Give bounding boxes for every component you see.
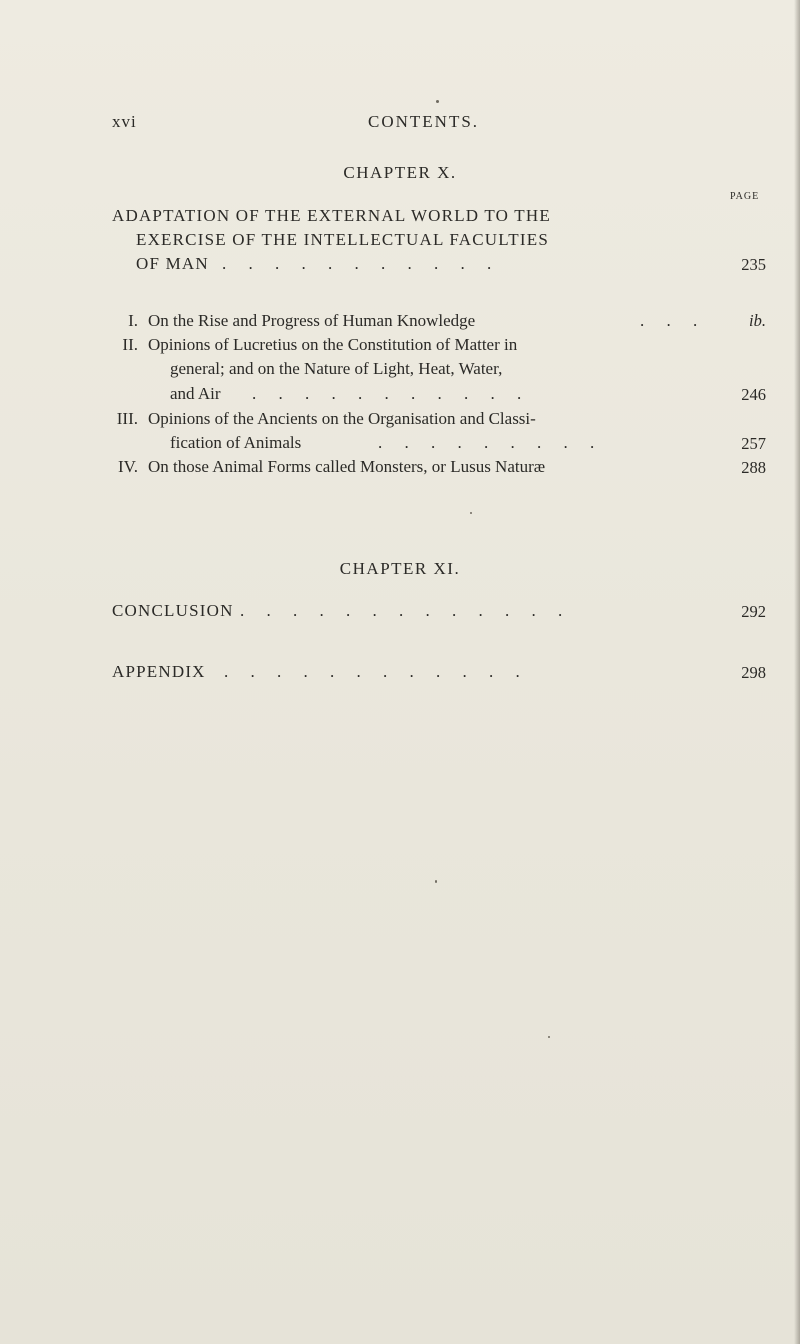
chapter-x-title-line-2: EXERCISE OF THE INTELLECTUAL FACULTIES (136, 230, 549, 249)
chapter-xi-page: 292 (741, 602, 766, 621)
paper-speck (435, 880, 437, 883)
paper-speck (548, 1036, 550, 1038)
dot-leader: . . . . . . . . . . . (222, 254, 501, 273)
paper-speck (470, 512, 472, 514)
dot-leader: . . . . . . . . . . . . . (240, 601, 572, 620)
section-ii-line-1: Opinions of Lucretius on the Constitution of Matter in (148, 335, 518, 354)
dot-leader: . . . . . . . . . . . (252, 384, 531, 403)
section-iii-page: 257 (741, 434, 766, 453)
section-i-numeral: I. (128, 311, 138, 330)
section-i-page: ib. (749, 311, 766, 330)
section-ii-line-3: and Air (170, 384, 221, 403)
dot-leader: . . . . . . . . . . . . (224, 662, 529, 681)
section-ii-line-2: general; and on the Nature of Light, Heat, Water, (170, 359, 503, 378)
chapter-x-title-line-1: ADAPTATION OF THE EXTERNAL WORLD TO THE (112, 206, 551, 225)
page-edge-shadow (794, 0, 800, 1344)
chapter-x-title-page: 235 (741, 255, 766, 274)
section-iv-numeral: IV. (118, 457, 138, 476)
dot-leader: . . . . . . . . . (378, 433, 604, 452)
chapter-x-title-line-3: OF MAN (136, 254, 209, 273)
paper-speck (436, 100, 439, 103)
section-i-line-1: On the Rise and Progress of Human Knowledge (148, 311, 476, 330)
appendix-page: 298 (741, 663, 766, 682)
dot-leader: . . . (640, 311, 707, 330)
section-ii-page: 246 (741, 385, 766, 404)
section-ii-numeral: II. (122, 335, 138, 354)
section-iv-line-1: On those Animal Forms called Monsters, or Lusus Naturæ (148, 457, 546, 476)
section-iv-page: 288 (741, 458, 766, 477)
chapter-xi-heading: CHAPTER XI. (339, 559, 461, 578)
chapter-x-heading: CHAPTER X. (343, 163, 457, 182)
running-head (0, 112, 800, 136)
section-iii-numeral: III. (116, 409, 138, 428)
chapter-xi-title: CONCLUSION (112, 601, 234, 620)
appendix-title: APPENDIX (112, 662, 206, 681)
running-title: CONTENTS. (368, 112, 480, 131)
section-iii-line-2: fication of Animals (170, 433, 302, 452)
page-column-label: PAGE (730, 191, 760, 202)
section-iii-line-1: Opinions of the Ancients on the Organisation and Classi- (148, 409, 536, 428)
folio: xvi (112, 112, 137, 131)
